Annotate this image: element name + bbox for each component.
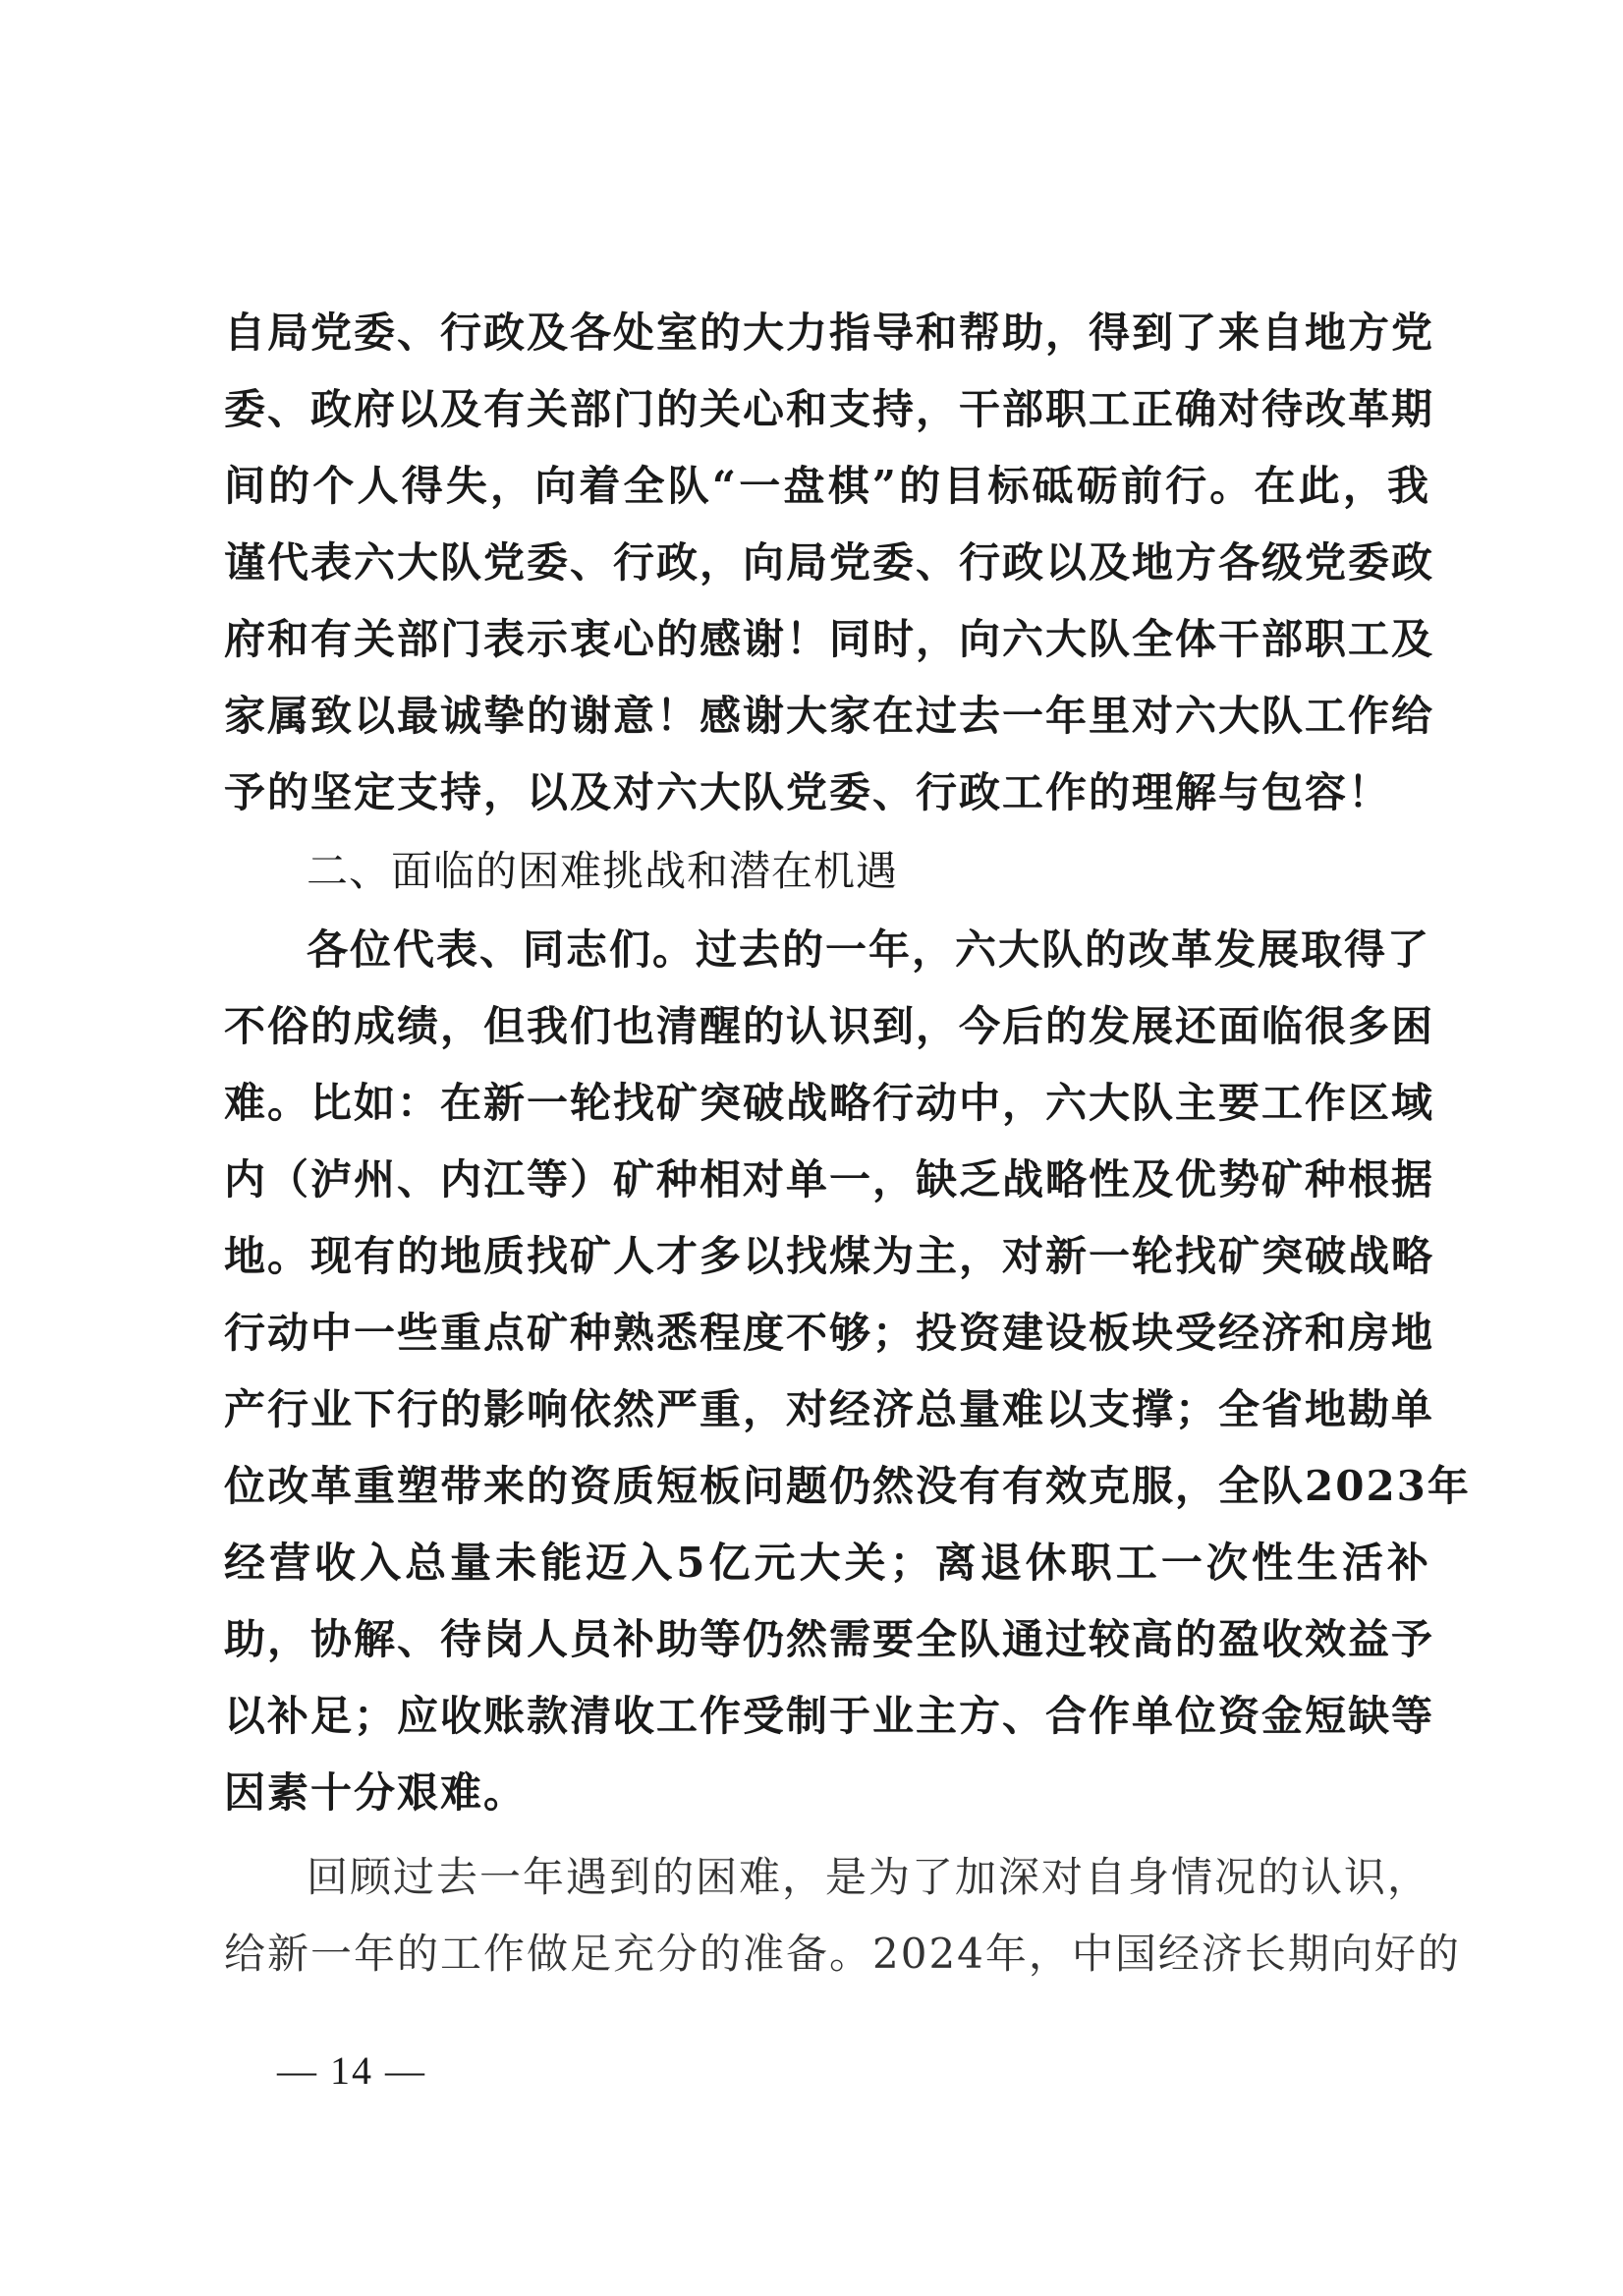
body-text-line: 谨代表六大队党委、行政，向局党委、行政以及地方各级党委政 xyxy=(224,538,1435,587)
body-text-line: 难。比如：在新一轮找矿突破战略行动中，六大队主要工作区域 xyxy=(224,1079,1435,1127)
body-text-line: 经营收入总量未能迈入5亿元大关；离退休职工一次性生活补 xyxy=(224,1539,1430,1587)
body-text-line: 自局党委、行政及各处室的大力指导和帮助，得到了来自地方党 xyxy=(224,308,1435,357)
section-heading: 二、面临的困难挑战和潜在机遇 xyxy=(307,847,899,895)
body-text-line: 各位代表、同志们。过去的一年，六大队的改革发展取得了 xyxy=(307,925,1431,974)
body-text-line: 家属致以最诚挚的谢意！感谢大家在过去一年里对六大队工作给 xyxy=(224,692,1435,740)
body-text-line: 委、政府以及有关部门的关心和支持，干部职工正确对待改革期 xyxy=(224,385,1435,433)
body-text-line: 间的个人得失，向着全队“一盘棋”的目标砥砺前行。在此，我 xyxy=(224,462,1430,510)
body-text-line: 内（泸州、内江等）矿种相对单一，缺乏战略性及优势矿种根据 xyxy=(224,1155,1435,1204)
body-text-line: 予的坚定支持，以及对六大队党委、行政工作的理解与包容！ xyxy=(224,768,1392,816)
body-text-line: 助，协解、待岗人员补助等仍然需要全队通过较高的盈收效益予 xyxy=(224,1615,1435,1663)
body-text-line: 位改革重塑带来的资质短板问题仍然没有有效克服，全队2023年 xyxy=(224,1462,1471,1510)
body-text-line: 不俗的成绩，但我们也清醒的认识到，今后的发展还面临很多困 xyxy=(224,1002,1435,1050)
body-text-line: 回顾过去一年遇到的困难，是为了加深对自身情况的认识， xyxy=(307,1853,1431,1901)
body-text-line: 因素十分艰难。 xyxy=(224,1768,528,1817)
body-text-line: 以补足；应收账款清收工作受制于业主方、合作单位资金短缺等 xyxy=(224,1692,1435,1740)
body-text-line: 给新一年的工作做足充分的准备。2024年，中国经济长期向好的 xyxy=(224,1930,1461,1978)
page-number: — 14 — xyxy=(277,2048,426,2093)
body-text-line: 产行业下行的影响依然严重，对经济总量难以支撑；全省地勘单 xyxy=(224,1385,1435,1433)
body-text-line: 府和有关部门表示衷心的感谢！同时，向六大队全体干部职工及 xyxy=(224,615,1435,663)
body-text-line: 行动中一些重点矿种熟悉程度不够；投资建设板块受经济和房地 xyxy=(224,1309,1435,1357)
body-text-line: 地。现有的地质找矿人才多以找煤为主，对新一轮找矿突破战略 xyxy=(224,1232,1435,1280)
